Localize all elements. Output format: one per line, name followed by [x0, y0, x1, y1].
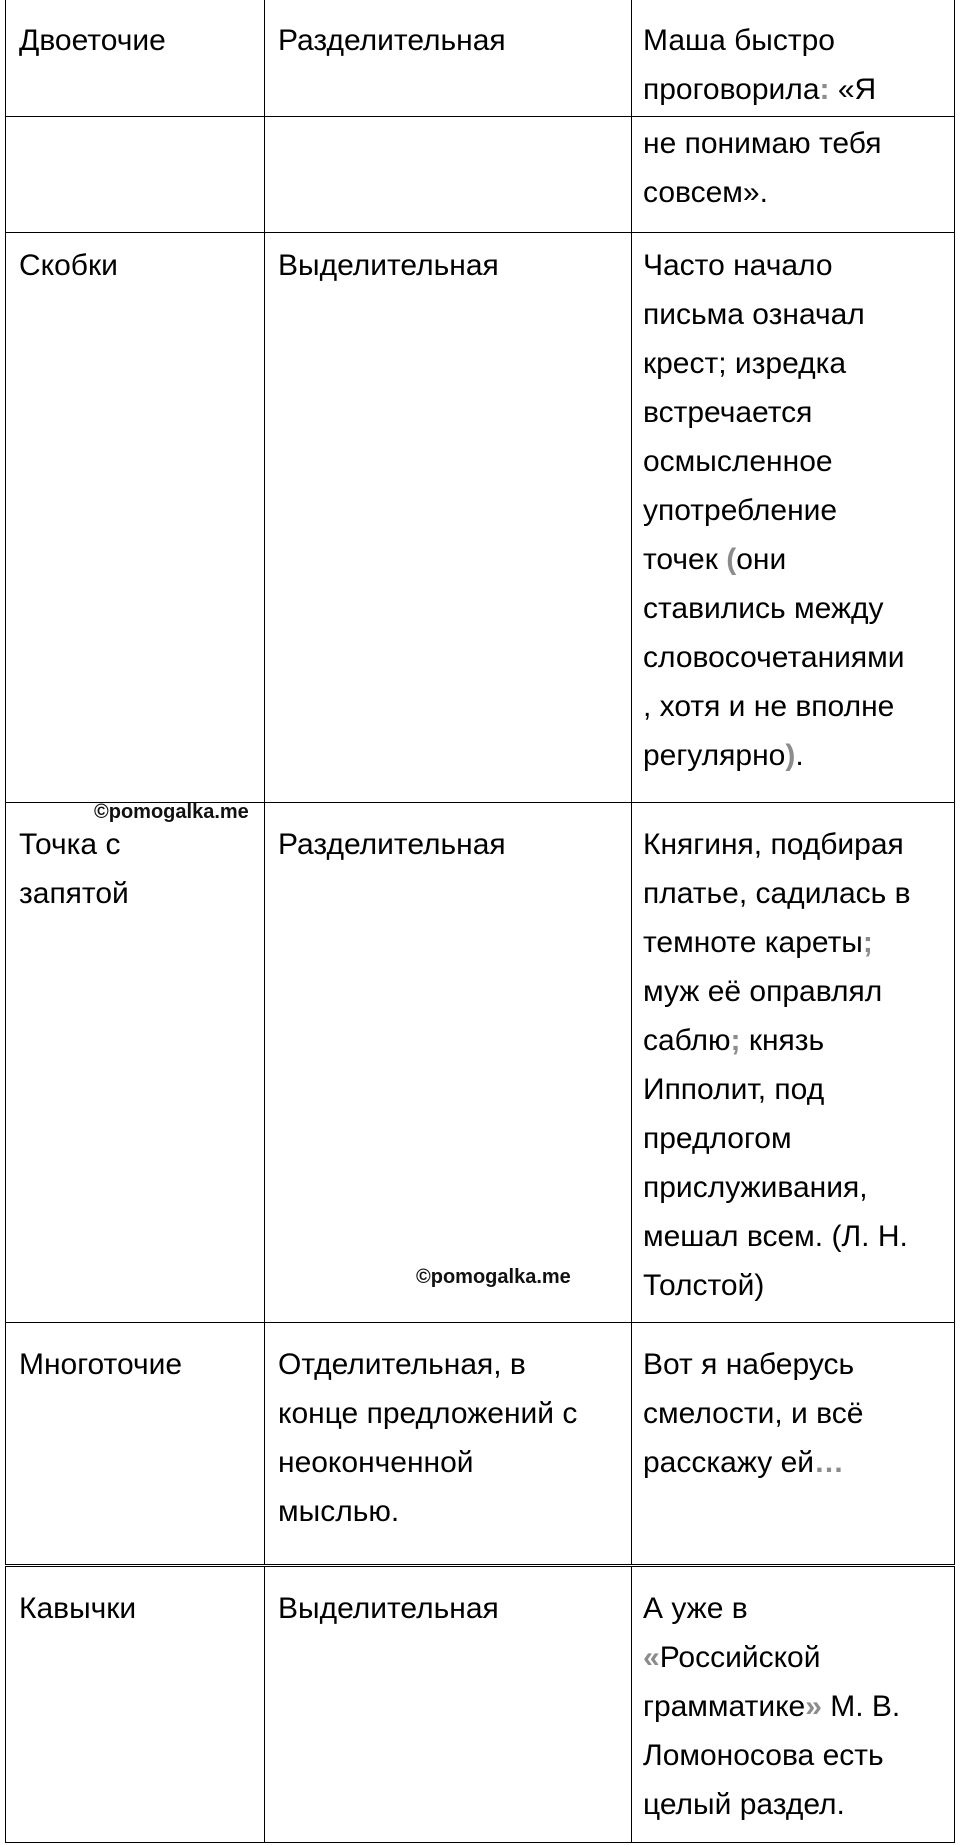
table-row: [6, 233, 955, 803]
table-row: [6, 1323, 955, 1565]
punctuation-table-part-2: [5, 116, 955, 1565]
example-cell: [632, 0, 955, 117]
function-text: Выделительная: [278, 249, 499, 282]
function-cell: [265, 1323, 632, 1565]
example-segment: Маша быстро проговорила: [643, 24, 835, 106]
example-segment: А уже в: [643, 1592, 748, 1625]
example-segment: муж её оправлял саблю: [643, 975, 883, 1057]
highlighted-punctuation: ): [785, 739, 796, 772]
highlighted-punctuation: (: [726, 543, 737, 576]
table-row: [6, 0, 955, 117]
example-segment: князь Ипполит, под предлогом прислуживания, мешал всем. (Л. Н. Толстой): [643, 1024, 908, 1302]
sign-cell: [6, 233, 265, 803]
highlighted-punctuation: ;: [730, 1024, 741, 1057]
function-cell: [265, 117, 632, 233]
function-cell: [265, 0, 632, 117]
sign-name: Скобки: [19, 249, 118, 282]
example-text: [632, 1567, 954, 1829]
example-segment: Княгиня, подбирая платье, садилась в темноте кареты: [643, 828, 911, 959]
function-text: Разделительная: [278, 24, 506, 57]
example-cell: [632, 117, 955, 233]
function-cell: [265, 233, 632, 803]
table-row: [6, 803, 955, 1323]
highlighted-punctuation: :: [819, 73, 830, 106]
function-cell: [265, 1567, 632, 1843]
example-segment: «Я: [829, 73, 877, 106]
highlighted-punctuation: ;: [862, 926, 873, 959]
table-row: [6, 117, 955, 233]
function-text: Разделительная: [278, 828, 506, 861]
function-text: Выделительная: [278, 1592, 499, 1625]
example-text: [632, 0, 954, 114]
sign-name: Точка с запятой: [19, 828, 129, 910]
function-cell: [265, 803, 632, 1323]
example-text: [632, 117, 954, 217]
example-segment: .: [795, 739, 804, 772]
function-text: [265, 117, 631, 119]
highlighted-punctuation: «: [643, 1641, 660, 1674]
example-segment: Часто начало письма означал крест; изредка встречается осмысленное употребление точек: [643, 249, 865, 576]
sign-cell: [6, 1567, 265, 1843]
example-cell: [632, 1323, 955, 1565]
function-text: Отделительная, в конце предложений с неоконченной мыслью.: [278, 1348, 578, 1528]
punctuation-table-part-1: [5, 0, 955, 117]
example-cell: [632, 1567, 955, 1843]
sign-name: Кавычки: [19, 1592, 137, 1625]
watermark: ©pomogalka.me: [94, 801, 249, 823]
example-segment: не понимаю тебя совсем».: [643, 127, 882, 209]
example-cell: [632, 233, 955, 803]
sign-name: Двоеточие: [19, 24, 166, 57]
table-row: [6, 1567, 955, 1843]
example-segment: М. В. Ломоносова есть целый раздел.: [643, 1690, 901, 1821]
example-segment: Российской грамматике: [643, 1641, 821, 1723]
sign-cell: [6, 0, 265, 117]
sign-cell: [6, 1323, 265, 1565]
punctuation-table-part-3: [5, 1566, 955, 1843]
example-text: [632, 1323, 954, 1487]
sign-cell: [6, 803, 265, 1323]
watermark: ©pomogalka.me: [416, 1266, 571, 1288]
example-text: [632, 803, 954, 1310]
sign-name: [6, 117, 264, 119]
example-cell: [632, 803, 955, 1323]
example-text: [632, 233, 954, 780]
sign-cell: [6, 117, 265, 233]
example-segment: Вот я наберусь смелости, и всё расскажу ей: [643, 1348, 864, 1479]
highlighted-punctuation: »: [805, 1690, 822, 1723]
highlighted-punctuation: …: [814, 1446, 845, 1479]
example-segment: они ставились между словосочетаниями , хотя и не вполне регулярно: [643, 543, 905, 772]
sign-name: Многоточие: [19, 1348, 183, 1381]
